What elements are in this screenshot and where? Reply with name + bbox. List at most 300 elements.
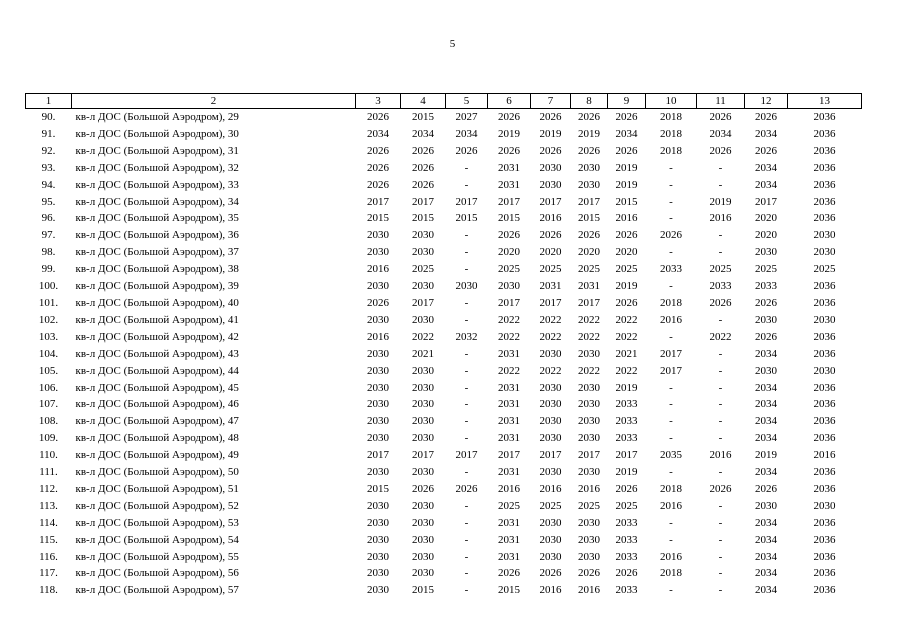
year-cell: 2030 <box>412 313 434 326</box>
year-cell: 2017 <box>539 195 562 208</box>
year-cell: 2026 <box>578 144 600 157</box>
row-number-cell: 107. <box>38 398 59 411</box>
year-cell: 2034 <box>755 178 777 191</box>
table-row <box>26 447 862 464</box>
year-cell: 2020 <box>755 229 777 242</box>
year-cell: 2025 <box>539 263 562 276</box>
year-cell: 2030 <box>813 499 836 512</box>
year-cell: 2016 <box>813 449 836 462</box>
year-cell: 2030 <box>412 466 434 479</box>
year-cell: 2026 <box>539 229 562 242</box>
year-cell: 2030 <box>412 432 434 445</box>
year-cell: 2015 <box>498 584 520 597</box>
year-cell: 2034 <box>755 567 777 580</box>
column-header-9: 9 <box>608 94 646 109</box>
table-row <box>26 380 862 397</box>
table-row <box>26 549 862 566</box>
column-header-4: 4 <box>401 94 446 109</box>
year-cell: 2031 <box>498 550 520 563</box>
year-cell: 2030 <box>498 280 520 293</box>
year-cell: 2034 <box>755 381 777 394</box>
year-cell: 2017 <box>412 449 434 462</box>
year-cell: 2034 <box>755 516 777 529</box>
year-cell: 2026 <box>615 144 638 157</box>
year-cell: 2030 <box>578 161 600 174</box>
row-number-cell: 116. <box>39 550 58 563</box>
address-cell: кв-л ДОС (Большой Аэродром), 35 <box>75 212 239 225</box>
year-cell: 2026 <box>755 111 777 123</box>
address-cell: кв-л ДОС (Большой Аэродром), 38 <box>75 263 239 276</box>
address-cell: кв-л ДОС (Большой Аэродром), 36 <box>75 229 239 242</box>
table-row <box>26 295 862 312</box>
year-cell: 2022 <box>539 313 562 326</box>
year-cell: 2026 <box>539 111 562 123</box>
year-cell: - <box>718 567 723 580</box>
table-row <box>26 363 862 380</box>
year-cell: 2026 <box>539 567 562 580</box>
year-cell: 2026 <box>412 161 434 174</box>
year-cell: - <box>718 432 723 445</box>
year-cell: 2026 <box>367 144 389 157</box>
year-cell: - <box>669 398 673 411</box>
year-cell: 2034 <box>755 533 777 546</box>
year-cell: 2018 <box>660 144 682 157</box>
address-cell: кв-л ДОС (Большой Аэродром), 46 <box>75 398 239 411</box>
year-cell: - <box>464 229 469 242</box>
table-row <box>26 498 862 515</box>
year-cell: - <box>669 584 673 597</box>
year-cell: - <box>718 246 723 259</box>
year-cell: 2016 <box>615 212 638 225</box>
year-cell: 2034 <box>755 347 777 360</box>
year-cell: 2030 <box>367 533 389 546</box>
row-number-cell: 110. <box>39 449 58 462</box>
year-cell: 2033 <box>615 398 638 411</box>
year-cell: 2030 <box>412 415 434 428</box>
year-cell: 2026 <box>498 144 520 157</box>
year-cell: 2036 <box>813 482 836 495</box>
year-cell: 2026 <box>755 330 777 343</box>
year-cell: 2036 <box>813 161 836 174</box>
address-cell: кв-л ДОС (Большой Аэродром), 41 <box>75 313 239 326</box>
year-cell: 2030 <box>412 567 434 580</box>
column-header-5: 5 <box>446 94 488 109</box>
year-cell: 2027 <box>455 111 478 123</box>
column-header-2: 2 <box>72 94 356 109</box>
year-cell: 2030 <box>539 381 562 394</box>
table-header <box>26 94 862 109</box>
year-cell: 2017 <box>578 296 600 309</box>
year-cell: - <box>718 533 723 546</box>
year-cell: 2026 <box>455 482 478 495</box>
year-cell: 2019 <box>539 127 562 140</box>
year-cell: - <box>464 161 469 174</box>
year-cell: 2030 <box>578 398 600 411</box>
year-cell: 2016 <box>539 482 562 495</box>
year-cell: 2030 <box>412 280 434 293</box>
year-cell: - <box>669 415 673 428</box>
year-cell: 2022 <box>539 330 562 343</box>
year-cell: 2025 <box>615 263 638 276</box>
year-cell: 2030 <box>412 499 434 512</box>
address-cell: кв-л ДОС (Большой Аэродром), 50 <box>75 466 239 479</box>
year-cell: 2035 <box>660 449 682 462</box>
year-cell: 2030 <box>367 499 389 512</box>
year-cell: 2017 <box>498 449 520 462</box>
year-cell: 2026 <box>498 229 520 242</box>
year-cell: 2017 <box>578 449 600 462</box>
year-cell: 2017 <box>498 195 520 208</box>
year-cell: 2031 <box>578 280 600 293</box>
year-cell: 2030 <box>813 246 836 259</box>
year-cell: 2030 <box>367 246 389 259</box>
year-cell: 2030 <box>367 466 389 479</box>
year-cell: 2030 <box>755 364 777 377</box>
year-cell: 2026 <box>498 111 520 123</box>
year-cell: 2026 <box>755 296 777 309</box>
year-cell: - <box>669 212 673 225</box>
table-row <box>26 346 862 363</box>
address-cell: кв-л ДОС (Большой Аэродром), 37 <box>75 246 239 259</box>
year-cell: 2030 <box>367 364 389 377</box>
year-cell: 2030 <box>578 347 600 360</box>
year-cell: 2030 <box>367 567 389 580</box>
year-cell: 2019 <box>615 280 638 293</box>
column-header-11: 11 <box>697 94 745 109</box>
year-cell: 2017 <box>455 449 478 462</box>
address-cell: кв-л ДОС (Большой Аэродром), 49 <box>75 449 239 462</box>
row-number-cell: 93. <box>41 161 56 174</box>
year-cell: - <box>669 516 673 529</box>
year-cell: 2019 <box>498 127 520 140</box>
year-cell: 2033 <box>660 263 682 276</box>
row-number-cell: 96. <box>41 212 56 225</box>
row-number-cell: 105. <box>38 364 59 377</box>
year-cell: 2018 <box>660 567 682 580</box>
year-cell: 2030 <box>539 432 562 445</box>
year-cell: 2030 <box>813 313 836 326</box>
year-cell: 2034 <box>755 550 777 563</box>
row-number-cell: 104. <box>38 347 59 360</box>
year-cell: 2026 <box>615 482 638 495</box>
year-cell: 2017 <box>412 195 434 208</box>
year-cell: 2030 <box>412 229 434 242</box>
year-cell: 2026 <box>660 229 682 242</box>
address-cell: кв-л ДОС (Большой Аэродром), 39 <box>75 280 239 293</box>
year-cell: 2034 <box>709 127 732 140</box>
year-cell: 2017 <box>367 449 389 462</box>
year-cell: 2030 <box>539 347 562 360</box>
year-cell: 2036 <box>813 212 836 225</box>
year-cell: 2015 <box>578 212 600 225</box>
year-cell: 2036 <box>813 111 836 123</box>
year-cell: 2030 <box>367 280 389 293</box>
year-cell: 2025 <box>412 263 434 276</box>
year-cell: 2016 <box>660 313 682 326</box>
year-cell: 2019 <box>709 195 732 208</box>
row-number-cell: 113. <box>39 499 58 512</box>
year-cell: 2017 <box>498 296 520 309</box>
year-cell: 2016 <box>367 263 389 276</box>
year-cell: 2015 <box>367 482 389 495</box>
year-cell: 2031 <box>498 381 520 394</box>
year-cell: 2016 <box>660 550 682 563</box>
year-cell: 2036 <box>813 127 836 140</box>
row-number-cell: 97. <box>41 229 56 242</box>
year-cell: 2036 <box>813 415 836 428</box>
year-cell: 2016 <box>539 584 562 597</box>
year-cell: 2025 <box>578 263 600 276</box>
year-cell: 2022 <box>578 364 600 377</box>
table-row <box>26 464 862 481</box>
year-cell: 2030 <box>367 381 389 394</box>
year-cell: 2036 <box>813 567 836 580</box>
year-cell: 2033 <box>615 550 638 563</box>
column-header-1: 1 <box>26 94 72 109</box>
year-cell: 2022 <box>498 313 520 326</box>
address-cell: кв-л ДОС (Большой Аэродром), 42 <box>75 330 239 343</box>
year-cell: 2026 <box>578 567 600 580</box>
year-cell: 2030 <box>578 415 600 428</box>
year-cell: 2030 <box>578 533 600 546</box>
year-cell: 2017 <box>660 364 682 377</box>
year-cell: 2017 <box>578 195 600 208</box>
year-cell: - <box>464 246 469 259</box>
column-header-7: 7 <box>531 94 571 109</box>
year-cell: 2031 <box>498 516 520 529</box>
year-cell: 2016 <box>578 584 600 597</box>
year-cell: 2030 <box>578 516 600 529</box>
year-cell: - <box>464 263 469 276</box>
year-cell: 2034 <box>615 127 638 140</box>
year-cell: - <box>718 466 723 479</box>
row-number-cell: 112. <box>39 482 58 495</box>
year-cell: - <box>669 178 673 191</box>
address-cell: кв-л ДОС (Большой Аэродром), 34 <box>75 195 239 208</box>
year-cell: 2019 <box>615 161 638 174</box>
year-cell: 2026 <box>455 144 478 157</box>
year-cell: 2022 <box>578 330 600 343</box>
address-cell: кв-л ДОС (Большой Аэродром), 30 <box>75 127 239 140</box>
year-cell: 2019 <box>578 127 600 140</box>
year-cell: - <box>669 466 673 479</box>
row-number-cell: 100. <box>38 280 59 293</box>
year-cell: 2030 <box>539 516 562 529</box>
year-cell: - <box>669 161 673 174</box>
year-cell: 2036 <box>813 144 836 157</box>
row-number-cell: 94. <box>41 178 56 191</box>
address-cell: кв-л ДОС (Большой Аэродром), 52 <box>75 499 239 512</box>
year-cell: 2031 <box>498 466 520 479</box>
year-cell: 2026 <box>755 482 777 495</box>
year-cell: 2018 <box>660 127 682 140</box>
year-cell: - <box>464 432 469 445</box>
year-cell: 2030 <box>412 364 434 377</box>
year-cell: 2030 <box>367 415 389 428</box>
year-cell: - <box>669 432 673 445</box>
year-cell: 2019 <box>615 178 638 191</box>
year-cell: 2030 <box>539 533 562 546</box>
year-cell: 2030 <box>367 550 389 563</box>
address-cell: кв-л ДОС (Большой Аэродром), 51 <box>75 482 239 495</box>
year-cell: 2034 <box>455 127 478 140</box>
table-row <box>26 194 862 211</box>
year-cell: - <box>464 381 469 394</box>
table-row <box>26 160 862 177</box>
year-cell: 2026 <box>615 567 638 580</box>
row-number-cell: 91. <box>41 127 56 140</box>
year-cell: 2026 <box>412 482 434 495</box>
year-cell: - <box>464 466 469 479</box>
column-header-13: 13 <box>788 94 862 109</box>
row-number-cell: 109. <box>38 432 59 445</box>
year-cell: 2017 <box>539 449 562 462</box>
year-cell: 2026 <box>539 144 562 157</box>
year-cell: 2030 <box>539 550 562 563</box>
year-cell: 2026 <box>615 111 638 123</box>
year-cell: 2030 <box>578 432 600 445</box>
year-cell: 2030 <box>813 229 836 242</box>
year-cell: 2034 <box>755 161 777 174</box>
year-cell: 2025 <box>813 263 836 276</box>
year-cell: 2026 <box>709 482 732 495</box>
year-cell: 2034 <box>412 127 434 140</box>
year-cell: 2026 <box>578 111 600 123</box>
year-cell: 2026 <box>709 296 732 309</box>
year-cell: 2032 <box>455 330 478 343</box>
year-cell: - <box>718 415 723 428</box>
row-number-cell: 102. <box>38 313 59 326</box>
year-cell: 2030 <box>755 246 777 259</box>
address-cell: кв-л ДОС (Большой Аэродром), 33 <box>75 178 239 191</box>
row-number-cell: 101. <box>38 296 59 309</box>
year-cell: 2033 <box>709 280 732 293</box>
address-cell: кв-л ДОС (Большой Аэродром), 53 <box>75 516 239 529</box>
year-cell: 2018 <box>660 296 682 309</box>
year-cell: 2025 <box>578 499 600 512</box>
year-cell: - <box>464 347 469 360</box>
year-cell: 2022 <box>615 364 638 377</box>
year-cell: - <box>669 330 673 343</box>
year-cell: 2030 <box>578 178 600 191</box>
year-cell: 2018 <box>660 111 682 123</box>
year-cell: - <box>718 313 723 326</box>
year-cell: 2025 <box>498 263 520 276</box>
year-cell: 2030 <box>578 381 600 394</box>
year-cell: 2031 <box>498 161 520 174</box>
year-cell: - <box>718 229 723 242</box>
year-cell: 2026 <box>367 111 389 123</box>
row-number-cell: 111. <box>39 466 58 479</box>
table-row <box>26 481 862 498</box>
year-cell: - <box>464 415 469 428</box>
year-cell: 2015 <box>455 212 478 225</box>
year-cell: - <box>464 364 469 377</box>
year-cell: 2030 <box>367 229 389 242</box>
page-number: 5 <box>449 38 456 50</box>
year-cell: 2026 <box>615 296 638 309</box>
year-cell: 2036 <box>813 533 836 546</box>
year-cell: 2017 <box>660 347 682 360</box>
year-cell: 2020 <box>498 246 520 259</box>
year-cell: 2025 <box>539 499 562 512</box>
year-cell: - <box>718 499 723 512</box>
year-cell: 2030 <box>455 280 478 293</box>
address-cell: кв-л ДОС (Большой Аэродром), 44 <box>75 364 239 377</box>
year-cell: 2036 <box>813 516 836 529</box>
year-cell: 2030 <box>367 313 389 326</box>
year-cell: 2036 <box>813 296 836 309</box>
table-row <box>26 227 862 244</box>
address-cell: кв-л ДОС (Большой Аэродром), 57 <box>75 584 239 597</box>
year-cell: 2031 <box>539 280 562 293</box>
year-cell: - <box>669 246 673 259</box>
year-cell: 2026 <box>578 229 600 242</box>
year-cell: 2026 <box>367 178 389 191</box>
table-row <box>26 278 862 295</box>
year-cell: 2036 <box>813 381 836 394</box>
year-cell: - <box>718 178 723 191</box>
row-number-cell: 99. <box>41 263 56 276</box>
year-cell: - <box>464 533 469 546</box>
year-cell: 2016 <box>709 212 732 225</box>
year-cell: - <box>464 550 469 563</box>
year-cell: - <box>464 499 469 512</box>
table-row <box>26 210 862 227</box>
address-cell: кв-л ДОС (Большой Аэродром), 40 <box>75 296 239 309</box>
year-cell: 2016 <box>709 449 732 462</box>
address-cell: кв-л ДОС (Большой Аэродром), 47 <box>75 415 239 428</box>
year-cell: 2033 <box>615 584 638 597</box>
year-cell: - <box>464 584 469 597</box>
year-cell: 2030 <box>755 499 777 512</box>
year-cell: 2016 <box>367 330 389 343</box>
year-cell: 2033 <box>615 533 638 546</box>
year-cell: 2017 <box>615 449 638 462</box>
year-cell: 2033 <box>755 280 777 293</box>
year-cell: 2034 <box>755 466 777 479</box>
address-cell: кв-л ДОС (Большой Аэродром), 29 <box>75 111 239 123</box>
year-cell: 2030 <box>367 432 389 445</box>
year-cell: - <box>464 516 469 529</box>
year-cell: 2016 <box>539 212 562 225</box>
year-cell: 2030 <box>412 398 434 411</box>
year-cell: 2030 <box>367 516 389 529</box>
year-cell: 2015 <box>412 584 434 597</box>
year-cell: 2030 <box>539 398 562 411</box>
table-row <box>26 126 862 143</box>
year-cell: 2031 <box>498 533 520 546</box>
year-cell: 2036 <box>813 195 836 208</box>
year-cell: 2015 <box>367 212 389 225</box>
year-cell: 2030 <box>412 550 434 563</box>
year-cell: 2030 <box>412 516 434 529</box>
year-cell: 2036 <box>813 330 836 343</box>
year-cell: 2034 <box>755 398 777 411</box>
year-cell: - <box>464 178 469 191</box>
year-cell: 2031 <box>498 432 520 445</box>
table-row <box>26 109 862 126</box>
column-header-8: 8 <box>571 94 608 109</box>
year-cell: 2026 <box>755 144 777 157</box>
row-number-cell: 118. <box>39 584 58 597</box>
address-cell: кв-л ДОС (Большой Аэродром), 55 <box>75 550 239 563</box>
year-cell: 2034 <box>367 127 389 140</box>
table-row <box>26 261 862 278</box>
year-cell: - <box>718 364 723 377</box>
year-cell: 2031 <box>498 347 520 360</box>
year-cell: 2015 <box>615 195 638 208</box>
